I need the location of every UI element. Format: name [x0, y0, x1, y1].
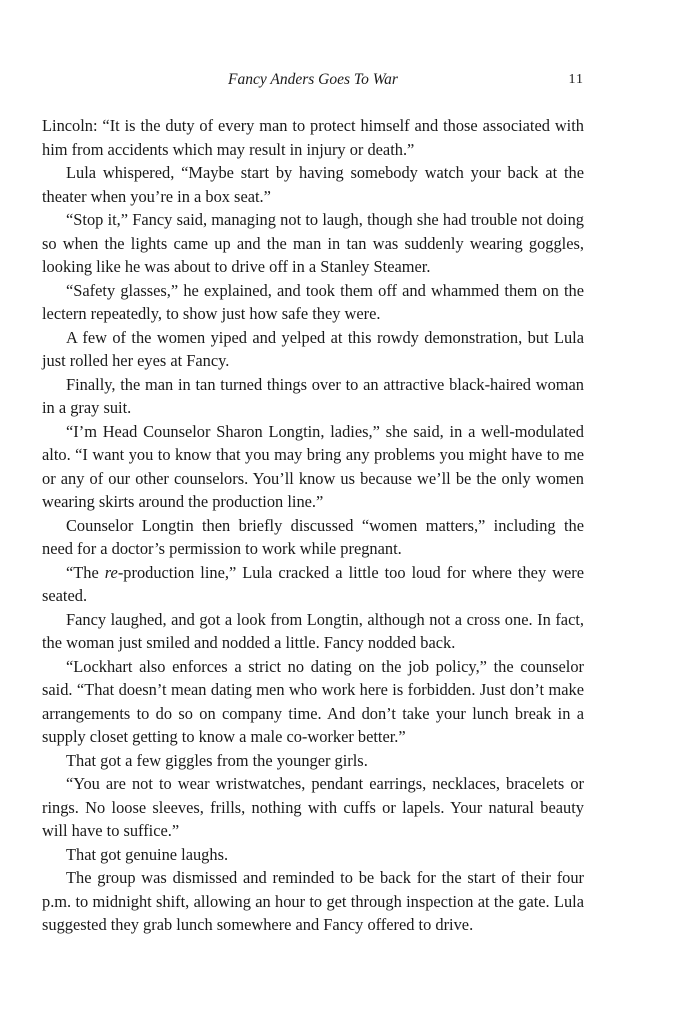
paragraph: “I’m Head Counselor Sharon Longtin, ladies,” she said, in a well-modulated alto. “I want you to know that you may bring any problems you might have to me or any of our other counselors. You’ll know us because we’ll be the only women wearing skirts around the production line.” [42, 421, 584, 511]
paragraph: Finally, the man in tan turned things over to an attractive black-haired woman in a gray suit. [42, 374, 584, 417]
running-header [42, 70, 584, 90]
paragraph: A few of the women yiped and yelped at this rowdy demonstration, but Lula just rolled her eyes at Fancy. [42, 327, 584, 370]
paragraph: That got genuine laughs. [66, 844, 229, 864]
paragraph: “Lockhart also enforces a strict no dating on the job policy,” the counselor said. “That doesn’t mean dating men who work here is forbidden. Just don’t make arrangements to do so on company time. And don’t take your lunch break in a supply closet getting to know a male co-worker better.” [42, 656, 584, 746]
paragraph-text-after: -production line,” Lula cracked a little too loud for where they were seated. [42, 562, 584, 605]
body-text [42, 114, 584, 937]
paragraph: The group was dismissed and reminded to be back for the start of their four p.m. to midnight shift, allowing an hour to get through inspection at the gate. Lula suggested they grab lunch somewhere and Fancy offered to drive. [42, 868, 584, 934]
page-number: 11 [568, 72, 584, 87]
paragraph: Fancy laughed, and got a look from Longtin, although not a cross one. In fact, the woman just smiled and nodded a little. Fancy nodded back. [42, 609, 584, 652]
paragraph-text-before: “The [66, 562, 105, 582]
paragraph: “You are not to wear wristwatches, pendant earrings, necklaces, bracelets or rings. No loose sleeves, frills, nothing with cuffs or lapels. Your natural beauty will have to suffice.” [42, 774, 584, 840]
paragraph: Lincoln: “It is the duty of every man to protect himself and those associated with him from accidents which may result in injury or death.” [42, 116, 584, 159]
paragraph: That got a few giggles from the younger girls. [66, 750, 368, 770]
paragraph: Counselor Longtin then briefly discussed “women matters,” including the need for a doctor’s permission to work while pregnant. [42, 515, 584, 558]
paragraph [42, 561, 584, 608]
paragraph: Lula whispered, “Maybe start by having somebody watch your back at the theater when you’re in a box seat.” [42, 163, 584, 206]
emphasis-text: re [104, 562, 118, 582]
paragraph: “Stop it,” Fancy said, managing not to laugh, though she had trouble not doing so when the lights came up and the man in tan was suddenly wearing goggles, looking like he was about to drive off in a Stanley Steamer. [42, 210, 584, 276]
running-title: Fancy Anders Goes To War [228, 71, 398, 88]
paragraph: “Safety glasses,” he explained, and took them off and whammed them on the lectern repeatedly, to show just how safe they were. [42, 280, 584, 323]
